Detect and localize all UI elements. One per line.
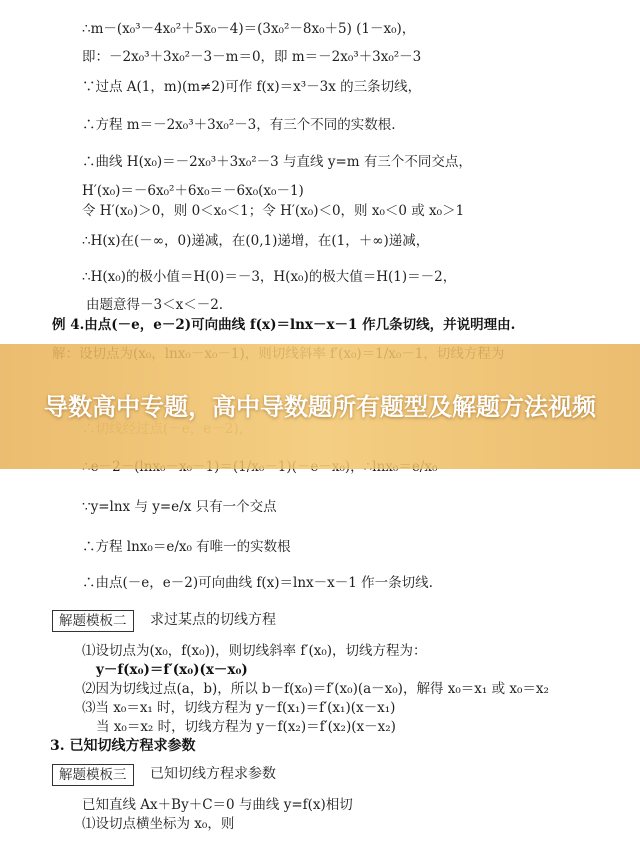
banner-title: 导数高中专题，高中导数题所有题型及解题方法视频 [44, 393, 596, 421]
math-line: ∴m－(x₀³－4x₀²＋5x₀－4)＝(3x₀²－8x₀＋5) (1－x₀)， [82, 21, 416, 37]
math-line: ∴H(x)在(－∞，0)递减，在(0,1)递增，在(1，＋∞)递减， [82, 233, 430, 249]
math-line: 由题意得－3＜x＜－2. [86, 297, 224, 313]
template-line: ⑴设切点为(x₀，f(x₀))，则切线斜率 f′(x₀)，切线方程为： [82, 643, 427, 659]
math-line: ∴H(x₀)的极小值＝H(0)＝－3，H(x₀)的极大值＝H(1)＝－2， [82, 269, 457, 285]
template-title: 求过某点的切线方程 [150, 612, 276, 628]
template-tag: 解题模板二 [52, 610, 134, 632]
math-line: 令 H′(x₀)＞0，则 0＜x₀＜1；令 H′(x₀)＜0，则 x₀＜0 或 x₀＞1 [82, 203, 465, 219]
math-line: ∴由点(－e，e－2)可向曲线 f(x)＝lnx－x－1 作一条切线. [82, 575, 433, 591]
math-line: ∴方程 lnx₀＝e/x₀ 有唯一的实数根 [82, 539, 291, 555]
section-heading: 3. 已知切线方程求参数 [50, 738, 196, 754]
math-line: H′(x₀)＝－6x₀²＋6x₀＝－6x₀(x₀－1) [82, 183, 304, 199]
example-heading: 例 4.由点(－e，e－2)可向曲线 f(x)＝lnx－x－1 作几条切线，并说明理由. [52, 317, 516, 333]
template-line: y－f(x₀)＝f′(x₀)(x－x₀) [96, 662, 248, 678]
math-line: ∵过点 A(1，m)(m≠2)可作 f(x)＝x³－3x 的三条切线， [82, 79, 422, 95]
template-line: 已知直线 Ax＋By＋C＝0 与曲线 y=f(x)相切 [82, 797, 353, 813]
template-line: ⑵因为切线过点(a，b)，所以 b－f(x₀)＝f′(x₀)(a－x₀)，解得 x₀＝x₁ 或 x₀＝x₂ [82, 681, 549, 697]
math-line: ∵y=lnx 与 y=e/x 只有一个交点 [82, 499, 277, 515]
template-line: 当 x₀＝x₂ 时，切线方程为 y－f(x₂)＝f′(x₂)(x－x₂) [96, 719, 396, 735]
template-line: ⑶当 x₀＝x₁ 时，切线方程为 y－f(x₁)＝f′(x₁)(x－x₁) [82, 700, 396, 716]
template-tag: 解题模板三 [52, 764, 134, 786]
template-title: 已知切线方程求参数 [150, 766, 276, 782]
math-line: ∴方程 m＝－2x₀³＋3x₀²－3，有三个不同的实数根. [82, 117, 396, 133]
math-line: 即：－2x₀³＋3x₀²－3－m＝0，即 m＝－2x₀³＋3x₀²－3 [82, 49, 422, 65]
math-line: ∴曲线 H(x₀)＝－2x₀³＋3x₀²－3 与直线 y=m 有三个不同交点， [82, 154, 472, 170]
template-line: ⑴设切点横坐标为 x₀，则 [82, 816, 235, 832]
